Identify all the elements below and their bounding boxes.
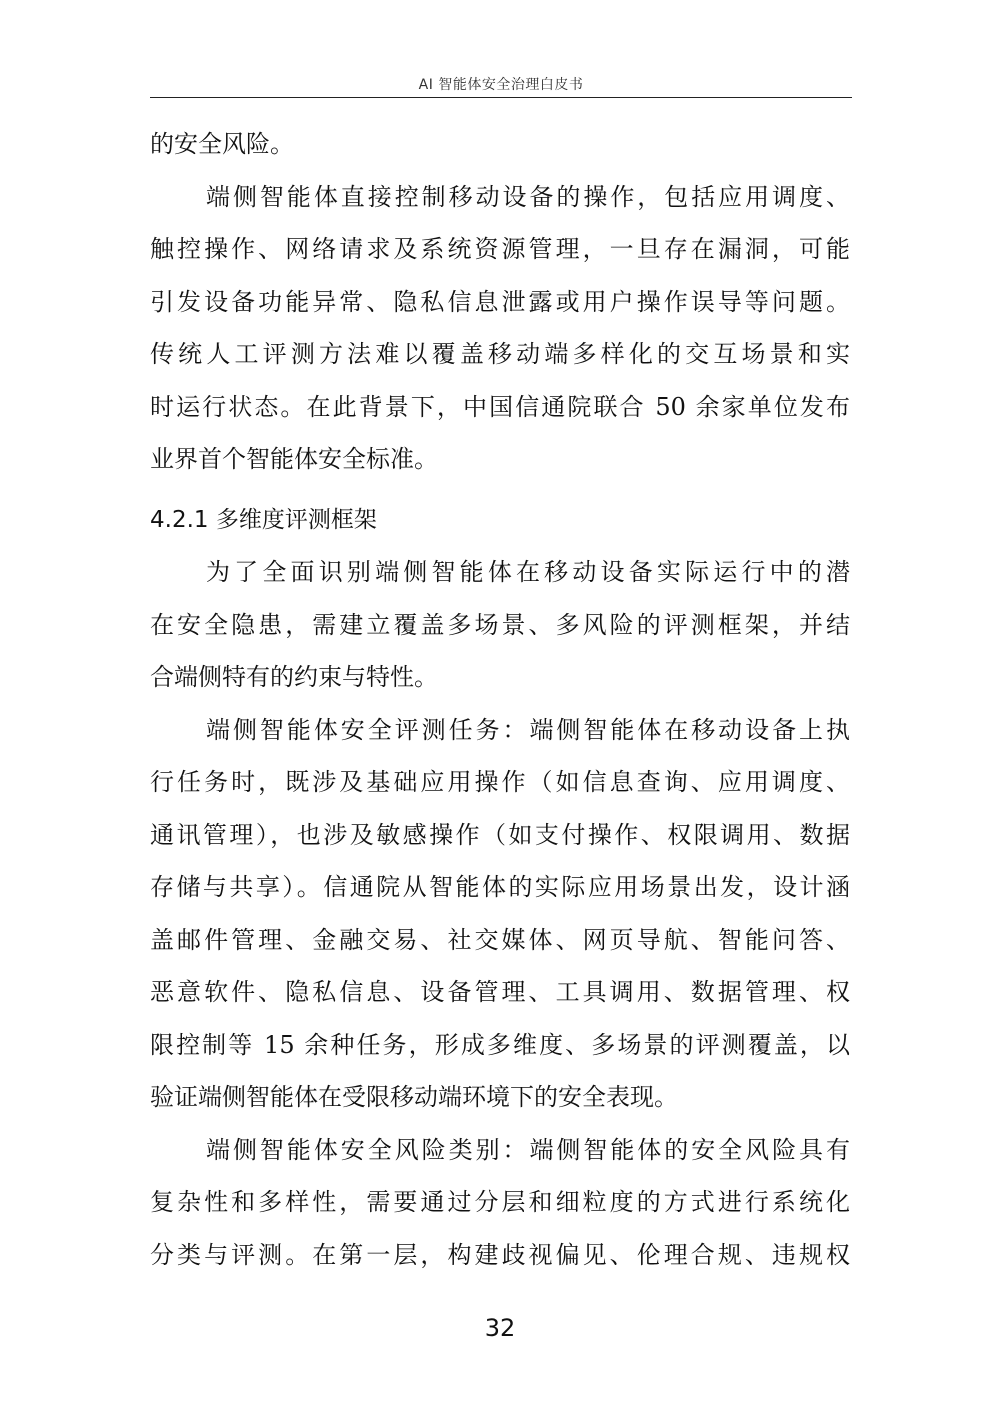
paragraph-line: 合端侧特有的约束与特性。 [150,663,438,691]
paragraph-line: 盖邮件管理、金融交易、社交媒体、网页导航、智能问答、 [150,925,850,954]
paragraph-line: 行任务时，既涉及基础应用操作（如信息查询、应用调度、 [150,768,850,796]
paragraph-line: 端侧智能体直接控制移动设备的操作，包括应用调度、 [206,182,850,211]
paragraph-line: 端侧智能体安全风险类别：端侧智能体的安全风险具有 [206,1135,850,1164]
paragraph-line: 为了全面识别端侧智能体在移动设备实际运行中的潜 [206,558,850,586]
paragraph-line: 复杂性和多样性，需要通过分层和细粒度的方式进行系统化 [150,1188,850,1216]
paragraph-line: 存储与共享）。信通院从智能体的实际应用场景出发，设计涵 [150,873,850,901]
section-heading: 4.2.1 多维度评测框架 [150,506,377,533]
paragraph-line: 验证端侧智能体在受限移动端环境下的安全表现。 [150,1083,678,1111]
paragraph-line: 分类与评测。在第一层，构建歧视偏见、伦理合规、违规权 [150,1240,850,1269]
paragraph-line: 限控制等 15 余种任务，形成多维度、多场景的评测覆盖，以 [150,1030,850,1059]
page-number: 32 [484,1314,516,1342]
paragraph-line: 业界首个智能体安全标准。 [150,445,438,473]
paragraph-line: 引发设备功能异常、隐私信息泄露或用户操作误导等问题。 [150,287,850,316]
paragraph-line: 端侧智能体安全评测任务：端侧智能体在移动设备上执 [206,715,850,744]
document-body [150,118,850,1281]
paragraph-line: 传统人工评测方法难以覆盖移动端多样化的交互场景和实 [150,340,850,368]
paragraph-line: 恶意软件、隐私信息、设备管理、工具调用、数据管理、权 [150,978,850,1006]
paragraph-line: 在安全隐患，需建立覆盖多场景、多风险的评测框架，并结 [150,610,850,639]
paragraph-line: 触控操作、网络请求及系统资源管理，一旦存在漏洞，可能 [150,235,850,263]
paragraph-line: 时运行状态。在此背景下，中国信通院联合 50 余家单位发布 [150,392,850,421]
paragraph-line: 的安全风险。 [150,130,294,158]
running-header: AI 智能体安全治理白皮书 [418,77,584,93]
paragraph-line: 通讯管理），也涉及敏感操作（如支付操作、权限调用、数据 [150,820,850,849]
header-divider [150,97,852,98]
